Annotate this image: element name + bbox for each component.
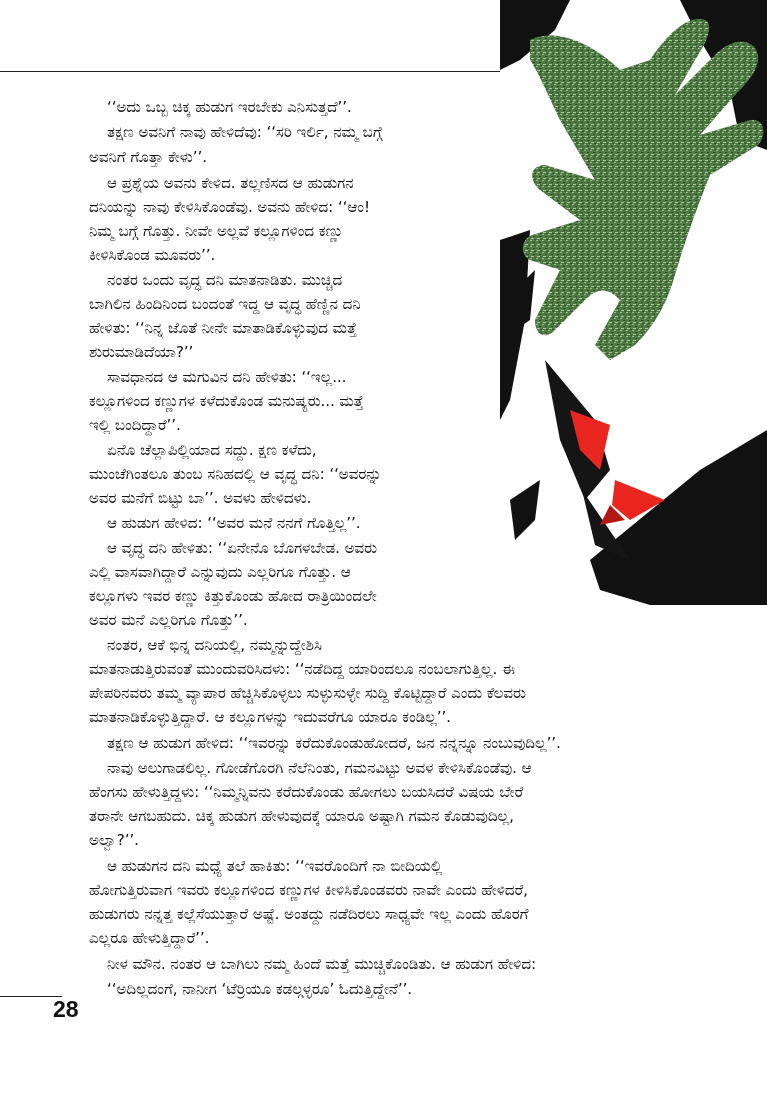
text-line: ಮುಂಚೆಗಿಂತಲೂ ತುಂಬ ಸನಿಹದಲ್ಲಿ ಆ ವೃದ್ಧ ದನಿ: ‘‘ಅವರನ್ನು: [89, 465, 382, 483]
text-line: ಮಾತನಾಡಿಕೊಳ್ಳುತ್ತಿದ್ದಾರೆ. ಆ ಕಲ್ಲೂಗಳನ್ನು ಇದುವರೆಗೂ ಯಾರೂ ಕಂಡಿಲ್ಲ’’.: [89, 708, 451, 726]
text-line: ಇಲ್ಲಿ ಬಂದಿದ್ದಾರೆ’’.: [89, 416, 181, 434]
text-line: ಬಾಗಿಲಿನ ಹಿಂದಿನಿಂದ ಬಂದಂತೆ ಇದ್ದ ಆ ವೃದ್ಧ ಹೆಣ್ಣಿನ ದನಿ: [89, 295, 361, 313]
text-line: ಹೆಂಗಸು ಹೇಳುತ್ತಿದ್ದಳು: ‘‘ನಿಮ್ಮನ್ನಿವನು ಕರೆದುಕೊಂಡು ಹೋಗಲು ಬಯಸಿದರೆ ವಿಷಯ ಬೇರೆ: [89, 783, 524, 801]
text-line: ಮಾತನಾಡುತ್ತಿರುವಂತೆ ಮುಂದುವರಿಸಿದಳು: ‘‘ನಡೆದಿದ್ದ ಯಾರಿಂದಲೂ ನಂಬಲಾಗುತ್ತಿಲ್ಲ. ಈ: [89, 660, 516, 678]
text-line: ಅವನಿಗೆ ಗೊತ್ತಾ ಕೇಳು’’.: [89, 148, 207, 166]
text-line: ಕಲ್ಲೂಗಳಿಂದ ಕಣ್ಣುಗಳ ಕಳೆದುಕೊಂಡ ಮನುಷ್ಯರು... ಮತ್ತೆ: [89, 392, 364, 410]
text-line: ಏನೊ ಚೆಲ್ಲಾಪಿಲ್ಲಿಯಾದ ಸದ್ದು. ಕ್ಷಣ ಕಳೆದು,: [107, 441, 317, 459]
text-line: ದನಿಯನ್ನು ನಾವು ಕೇಳಿಸಿಕೊಂಡೆವು. ಅವನು ಹೇಳಿದ: ‘‘ಆಂ!: [89, 198, 371, 216]
text-line: ತರಾನೇ ಆಗಬಹುದು. ಚಿಕ್ಕ ಹುಡುಗ ಹೇಳುವುದಕ್ಕೆ ಯಾರೂ ಅಷ್ಟಾಗಿ ಗಮನ ಕೊಡುವುದಿಲ್ಲ,: [89, 807, 514, 825]
text-line: ತಕ್ಷಣ ಆ ಹುಡುಗ ಹೇಳಿದ: ‘‘ಇವರನ್ನು ಕರೆದುಕೊಂಡುಹೋದರೆ, ಜನ ನನ್ನನ್ನೂ ನಂಬುವುದಿಲ್ಲ’’.: [107, 734, 561, 752]
text-line: ಕೀಳಿಸಿಕೊಂಡ ಮೂವರು’’.: [89, 246, 216, 264]
text-line: ನಂತರ, ಆಕೆ ಭಿನ್ನ ದನಿಯಲ್ಲಿ, ನಮ್ಮನ್ನುದ್ದೇಶಿಸಿ: [107, 636, 322, 654]
text-line: ಪೇಪರಿನವರು ತಮ್ಮ ವ್ಯಾಪಾರ ಹೆಚ್ಚಿಸಿಕೊಳ್ಳಲು ಸುಳ್ಳುಸುಳ್ಳೇ ಸುದ್ದಿ ಕೊಟ್ಟಿದ್ದಾರೆ ಎಂದು ಕೆಲವರು: [89, 684, 526, 702]
text-line: ಅವರ ಮನೆ ಎಲ್ಲರಿಗೂ ಗೊತ್ತು’’.: [89, 611, 248, 629]
text-line: ಸಾವಧಾನದ ಆ ಮಗುವಿನ ದನಿ ಹೇಳಿತು: ‘‘ಇಲ್ಲ...: [107, 368, 347, 386]
text-line: ಹೋಗುತ್ತಿರುವಾಗ ಇವರು ಕಲ್ಲೂಗಳಿಂದ ಕಣ್ಣುಗಳ ಕೀಳಿಸಿಕೊಂಡವರು ನಾವೇ ಎಂದು ಹೇಳಿದರೆ,: [89, 881, 528, 899]
text-line: ಎಲ್ಲರೂ ಹೇಳುತ್ತಿದ್ದಾರೆ’’.: [89, 929, 210, 947]
text-line: ಅವರ ಮನೆಗೆ ಬಿಟ್ಟು ಬಾ’’. ಅವಳು ಹೇಳಿದಳು.: [89, 489, 312, 507]
text-line: ಆ ಹುಡುಗನ ದನಿ ಮಧ್ಯೆ ತಲೆ ಹಾಕಿತು: ‘‘ಇವರೊಂದಿಗೆ ನಾ ಬೀದಿಯಲ್ಲಿ: [107, 857, 443, 875]
page-number: 28: [53, 996, 79, 1022]
text-line: ‘‘ಅದಿಲ್ಲದಂಗೆ, ನಾನೀಗ ‘ಟೆರ್ರಿಯೂ ಕಡಲ್ಗಳ್ಳರೂ’ ಓದುತ್ತಿದ್ದೇನೆ’’.: [107, 980, 413, 998]
text-line: ಶುರುಮಾಡಿದೆಯಾ?’’: [89, 343, 194, 361]
text-line: ಹೇಳಿತು: ‘‘ನಿನ್ನ ಜೊತೆ ನೀನೇ ಮಾತಾಡಿಕೊಳ್ಳುವುದ ಮತ್ತೆ: [89, 319, 357, 337]
text-line: ಕಲ್ಲೂಗಳು ಇವರ ಕಣ್ಣು ಕಿತ್ತುಕೊಂಡು ಹೋದ ರಾತ್ರಿಯಿಂದಲೇ: [89, 587, 377, 605]
text-line: ನಿಮ್ಮ ಬಗ್ಗೆ ಗೊತ್ತು. ನೀವೇ ಅಲ್ಲವೆ ಕಲ್ಲೂಗಳಿಂದ ಕಣ್ಣು: [89, 222, 344, 240]
text-line: ನಾವು ಅಲುಗಾಡಲಿಲ್ಲ. ಗೋಡೆಗೊರಗಿ ನೆಲೆನಿಂತು, ಗಮನವಿಟ್ಟು ಅವಳ ಕೇಳಿಸಿಕೊಂಡೆವು. ಆ: [107, 759, 532, 777]
text-line: ಹುಡುಗರು ನನ್ನತ್ತ ಕಲ್ಲೆಸೆಯುತ್ತಾರೆ ಅಷ್ಟೆ. ಅಂತದ್ದು ನಡೆದಿರಲು ಸಾಧ್ಯವೇ ಇಲ್ಲ ಎಂದು ಹೊರಗೆ: [89, 905, 529, 923]
text-line: ಎಲ್ಲಿ ವಾಸವಾಗಿದ್ದಾರೆ ಎನ್ನುವುದು ಎಲ್ಲರಿಗೂ ಗೊತ್ತು. ಆ: [89, 563, 351, 581]
text-line: ಆ ಹುಡುಗ ಹೇಳಿದ: ‘‘ಅವರ ಮನೆ ನನಗೆ ಗೊತ್ತಿಲ್ಲ’’.: [107, 514, 361, 532]
text-line: ಆ ಪ್ರಶ್ನೆಯ ಅವನು ಕೇಳಿದ. ತಲ್ಲಣಿಸದ ಆ ಹುಡುಗನ: [107, 174, 354, 192]
text-line: ನಂತರ ಒಂದು ವೃದ್ಧ ದನಿ ಮಾತನಾಡಿತು. ಮುಚ್ಚಿದ: [107, 271, 343, 289]
text-line: ಅಲ್ವಾ?’’.: [89, 831, 139, 849]
text-line: ‘‘ಅದು ಒಬ್ಬ ಚಿಕ್ಕ ಹುಡುಗ ಇರಬೇಕು ಎನಿಸುತ್ತದೆ’’.: [107, 98, 352, 116]
text-line: ಆ ವೃದ್ಧ ದನಿ ಹೇಳಿತು: ‘‘ಏನೇನೊ ಬೊಗಳಬೇಡ. ಅವರು: [107, 539, 377, 557]
text-line: ತಕ್ಷಣ ಅವನಿಗೆ ನಾವು ಹೇಳಿದೆವು: ‘‘ಸರಿ ಇರ್ಲಿ, ನಮ್ಮ ಬಗ್ಗೆ: [107, 123, 383, 141]
text-line: ನೀಳ ಮೌನ. ನಂತರ ಆ ಬಾಗಿಲು ನಮ್ಮ ಹಿಂದೆ ಮತ್ತೆ ಮುಚ್ಚಿಕೊಂಡಿತು. ಆ ಹುಡುಗ ಹೇಳಿದ:: [107, 955, 537, 973]
